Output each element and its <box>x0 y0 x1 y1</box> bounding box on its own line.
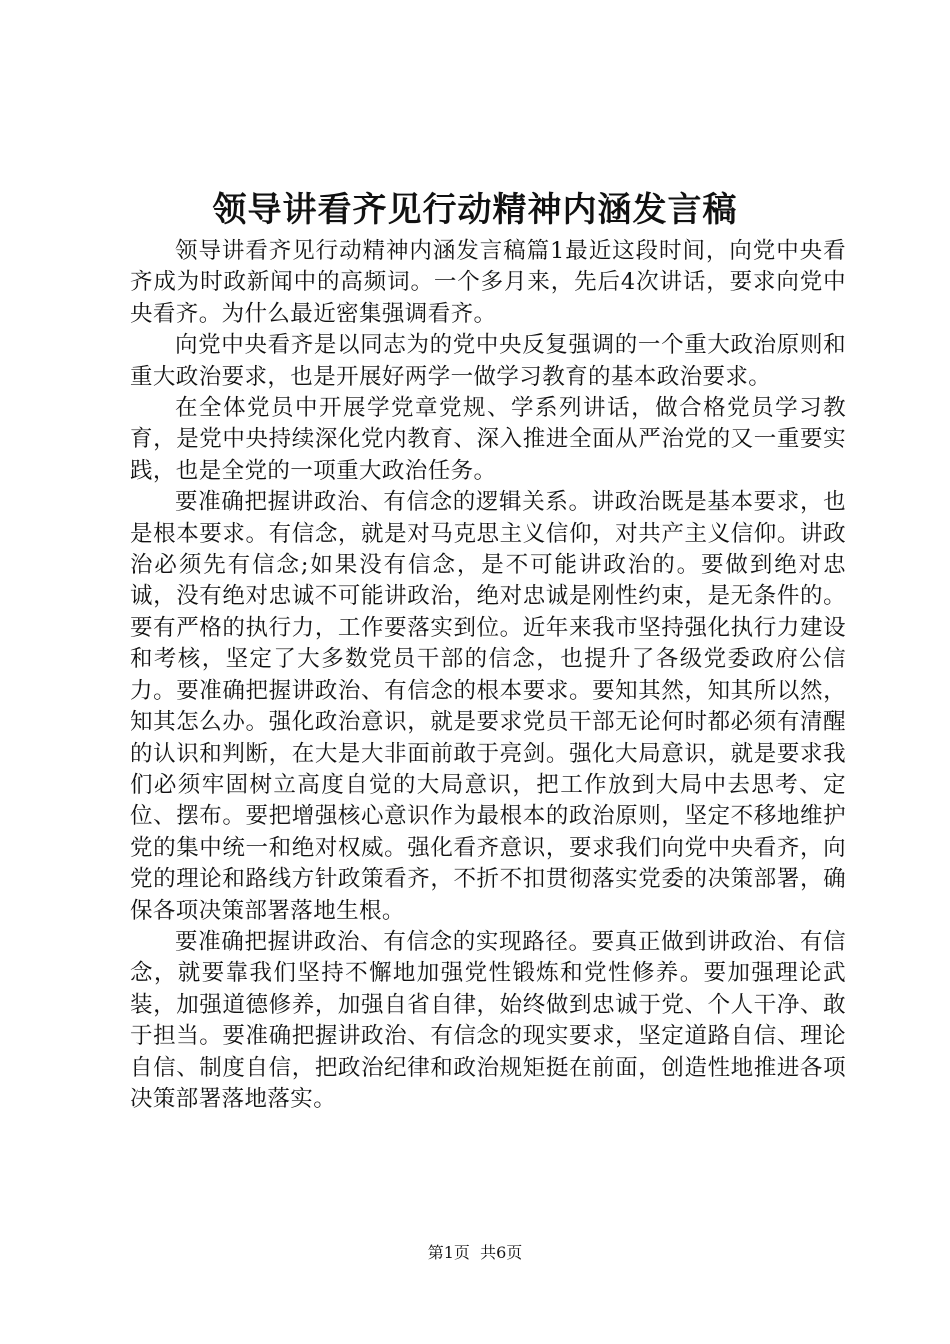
paragraph-4: 要准确把握讲政治、有信念的逻辑关系。讲政治既是基本要求，也是根本要求。有信念，就是对马克思主义信仰，对共产主义信仰。讲政治必须先有信念;如果没有信念，是不可能讲政治的。要做到绝对忠诚，没有绝对忠诚不可能讲政治，绝对忠诚是刚性约束，是无条件的。要有严格的执行力，工作要落实到位。近年来我市坚持强化执行力建设和考核，坚定了大多数党员干部的信念，也提升了各级党委政府公信力。要准确把握讲政治、有信念的根本要求。要知其然，知其所以然，知其怎么办。强化政治意识，就是要求党员干部无论何时都必须有清醒的认识和判断，在大是大非面前敢于亮剑。强化大局意识，就是要求我们必须牢固树立高度自觉的大局意识，把工作放到大局中去思考、定位、摆布。要把增强核心意识作为最根本的政治原则，坚定不移地维护党的集中统一和绝对权威。强化看齐意识，要求我们向党中央看齐，向党的理论和路线方针政策看齐，不折不扣贯彻落实党委的决策部署，确保各项决策部署落地生根。 <box>130 489 846 924</box>
paragraph-3: 在全体党员中开展学党章党规、学系列讲话，做合格党员学习教育，是党中央持续深化党内教育、深入推进全面从严治党的又一重要实践，也是全党的一项重大政治任务。 <box>130 395 846 484</box>
page-total: 共6页 <box>480 1243 523 1262</box>
paragraph-1: 领导讲看齐见行动精神内涵发言稿篇1最近这段时间，向党中央看齐成为时政新闻中的高频词。一个多月来，先后4次讲话，要求向党中央看齐。为什么最近密集强调看齐。 <box>130 238 846 327</box>
document-title: 领导讲看齐见行动精神内涵发言稿 <box>212 190 738 230</box>
footer-spacer <box>470 1243 480 1262</box>
page-number: 第1页 <box>427 1243 470 1262</box>
document-body <box>130 236 846 1115</box>
paragraph-2: 向党中央看齐是以同志为的党中央反复强调的一个重大政治原则和重大政治要求，也是开展好两学一做学习教育的基本政治要求。 <box>130 332 846 390</box>
page-footer <box>0 1242 950 1264</box>
paragraph-5: 要准确把握讲政治、有信念的实现路径。要真正做到讲政治、有信念，就要靠我们坚持不懈地加强党性锻炼和党性修养。要加强理论武装，加强道德修养，加强自省自律，始终做到忠诚于党、个人干净、敢于担当。要准确把握讲政治、有信念的现实要求，坚定道路自信、理论自信、制度自信，把政治纪律和政治规矩挺在前面，创造性地推进各项决策部署落地落实。 <box>130 928 846 1112</box>
